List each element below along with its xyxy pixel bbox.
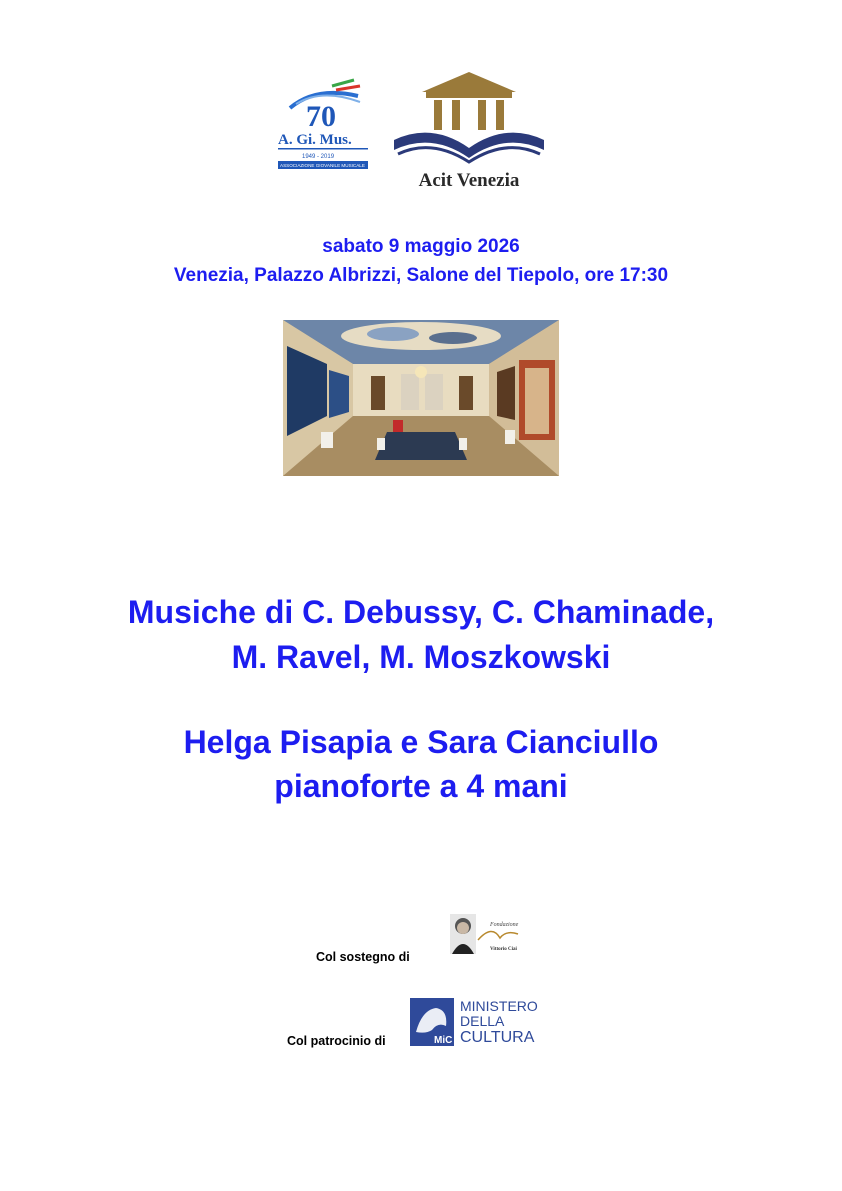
mic-badge: MiC (434, 1035, 453, 1046)
acit-name: Acit Venezia (418, 170, 520, 191)
ministero-line-1: MINISTERO (460, 998, 538, 1014)
ministero-line-3: CULTURA (460, 1029, 535, 1046)
agimus-number: 70 (306, 100, 336, 133)
program-music-line-2: M. Ravel, M. Moszkowski (231, 639, 611, 675)
ministero-cultura-logo (408, 996, 552, 1048)
agimus-years: 1949 - 2019 (302, 154, 335, 160)
support-label: Col sostegno di (316, 950, 410, 964)
event-date: sabato 9 maggio 2026 (322, 236, 520, 257)
salone-photo (283, 320, 559, 476)
svg-text:A. Gi. Mus.: A. Gi. Mus. (278, 132, 352, 148)
acit-venezia-logo (386, 70, 552, 192)
agimus-full-name: ASSOCIAZIONE GIOVANILE MUSICALE (280, 163, 365, 168)
fondazione-vittorio-ciai-logo (448, 912, 528, 956)
performers-line-2: pianoforte a 4 mani (274, 768, 568, 804)
fondazione-name: Vittorio Ciai (490, 947, 517, 952)
program-music-line-1: Musiche di C. Debussy, C. Chaminade, (127, 594, 715, 630)
agimus-logo (276, 78, 370, 170)
performers-line-1: Helga Pisapia e Sara Cianciullo (183, 724, 659, 760)
event-place: Venezia, Palazzo Albrizzi, Salone del Tiepolo, ore 17:30 (173, 265, 669, 286)
patronage-label: Col patrocinio di (287, 1034, 386, 1048)
ministero-line-2: DELLA (460, 1013, 505, 1029)
fondazione-label: Fondazione (490, 922, 519, 928)
